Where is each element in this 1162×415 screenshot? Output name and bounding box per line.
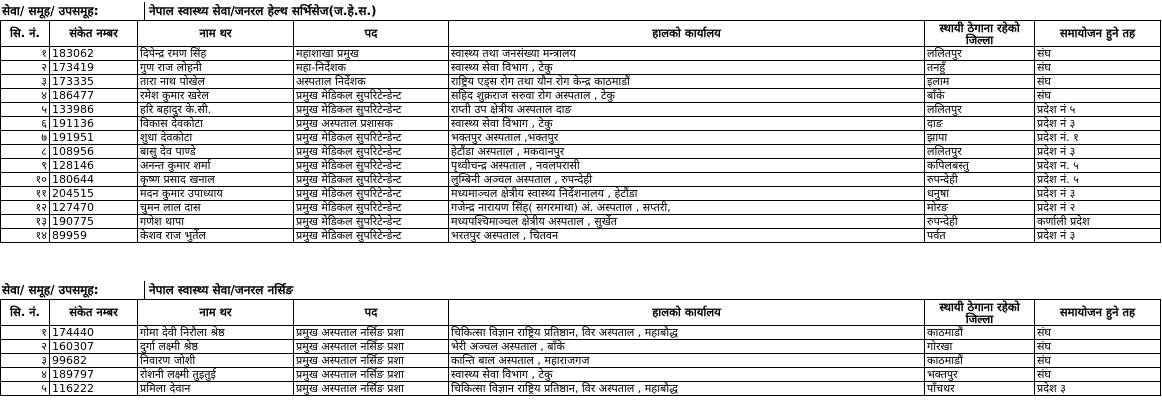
cell-position: प्रमुख अस्पताल नर्सिङ प्रशा bbox=[294, 368, 449, 382]
cell-permanent-district: रुपन्देही bbox=[925, 173, 1035, 187]
cell-permanent-district: झापा bbox=[925, 131, 1035, 145]
cell-serial-number: १२ bbox=[1, 201, 50, 215]
table-row bbox=[1, 47, 1161, 61]
header-permanent-district: स्थायी ठेगाना रहेको जिल्ला bbox=[925, 300, 1035, 326]
table-row bbox=[1, 145, 1161, 159]
section-2-label-row bbox=[0, 281, 1162, 299]
cell-permanent-district: बाँके bbox=[925, 89, 1035, 103]
cell-code-number: 116222 bbox=[50, 382, 138, 396]
cell-name: अनन्त कुमार शर्मा bbox=[138, 159, 294, 173]
cell-current-office: लुम्बिनी अञ्चल अस्पताल , रुपन्देही bbox=[449, 173, 925, 187]
cell-name: निवारण जोशी bbox=[138, 354, 294, 368]
section-1-table bbox=[0, 20, 1161, 243]
cell-name: गोमा देवी निरौला श्रेष्ठ bbox=[138, 326, 294, 340]
cell-code-number: 204515 bbox=[50, 187, 138, 201]
table-row bbox=[1, 382, 1161, 396]
table-row bbox=[1, 61, 1161, 75]
cell-name: प्रमिला देवान bbox=[138, 382, 294, 396]
cell-current-office: मध्यपश्चिमाञ्चल क्षेत्रीय अस्पताल , सुर्खेत bbox=[449, 215, 925, 229]
cell-position: प्रमुख मेडिकल सुपरिटेन्डेन्ट bbox=[294, 145, 449, 159]
cell-position: प्रमुख मेडिकल सुपरिटेन्डेन्ट bbox=[294, 103, 449, 117]
cell-serial-number: १४ bbox=[1, 229, 50, 243]
cell-permanent-district: काठमाडौं bbox=[925, 354, 1035, 368]
cell-serial-number: ५ bbox=[1, 103, 50, 117]
cell-serial-number: १३ bbox=[1, 215, 50, 229]
cell-name: दिपेन्द्र रमण सिंह bbox=[138, 47, 294, 61]
cell-serial-number: ११ bbox=[1, 187, 50, 201]
cell-permanent-district: ललितपुर bbox=[925, 47, 1035, 61]
cell-current-office: स्वास्थ्य सेवा विभाग , टेकु bbox=[449, 368, 925, 382]
table-header-row bbox=[1, 21, 1161, 47]
cell-serial-number: ५ bbox=[1, 382, 50, 396]
cell-position: प्रमुख मेडिकल सुपरिटेन्डेन्ट bbox=[294, 215, 449, 229]
cell-permanent-district: ललितपुर bbox=[925, 145, 1035, 159]
table-row bbox=[1, 201, 1161, 215]
table-row bbox=[1, 89, 1161, 103]
cell-current-office: स्वास्थ्य सेवा विभाग , टेकु bbox=[449, 61, 925, 75]
cell-permanent-district: पर्वत bbox=[925, 229, 1035, 243]
header-current-office: हालको कार्यालय bbox=[449, 21, 925, 47]
cell-code-number: 180644 bbox=[50, 173, 138, 187]
cell-current-office: राष्ट्रिय एड्स रोग तथा यौन रोग केन्द्र काठमाडौं bbox=[449, 75, 925, 89]
cell-adjustment-level: संघ bbox=[1035, 354, 1161, 368]
header-name: नाम थर bbox=[138, 300, 294, 326]
cell-position: प्रमुख मेडिकल सुपरिटेन्डेन्ट bbox=[294, 89, 449, 103]
table-row bbox=[1, 368, 1161, 382]
divider bbox=[144, 281, 145, 299]
cell-permanent-district: तनहुँ bbox=[925, 61, 1035, 75]
cell-serial-number: ३ bbox=[1, 354, 50, 368]
cell-code-number: 128146 bbox=[50, 159, 138, 173]
cell-name: विकास देवकोटा bbox=[138, 117, 294, 131]
cell-adjustment-level: प्रदेश ३ bbox=[1035, 382, 1161, 396]
cell-permanent-district: पाँचथर bbox=[925, 382, 1035, 396]
cell-code-number: 174440 bbox=[50, 326, 138, 340]
cell-serial-number: १ bbox=[1, 47, 50, 61]
section-value: नेपाल स्वास्थ्य सेवा/जनरल हेल्थ सर्भिसेज(ज.हे.स.) bbox=[149, 4, 377, 18]
cell-current-office: राप्ती उप क्षेत्रीय अस्पताल दाङ bbox=[449, 103, 925, 117]
cell-position: प्रमुख अस्पताल नर्सिङ प्रशा bbox=[294, 354, 449, 368]
cell-name: दुर्गा लक्ष्मी श्रेष्ठ bbox=[138, 340, 294, 354]
cell-adjustment-level: प्रदेश नं. ५ bbox=[1035, 173, 1161, 187]
cell-adjustment-level: प्रदेश नं ५ bbox=[1035, 103, 1161, 117]
cell-name: तारा नाथ पोखेल bbox=[138, 75, 294, 89]
header-current-office: हालको कार्यालय bbox=[449, 300, 925, 326]
cell-current-office: भक्तपुर अस्पताल ,भक्तपुर bbox=[449, 131, 925, 145]
cell-code-number: 99682 bbox=[50, 354, 138, 368]
cell-current-office: हेटौंडा अस्पताल , मकवानपुर bbox=[449, 145, 925, 159]
cell-position: प्रमुख अस्पताल प्रशासक bbox=[294, 117, 449, 131]
cell-adjustment-level: संघ bbox=[1035, 326, 1161, 340]
cell-position: प्रमुख मेडिकल सुपरिटेन्डेन्ट bbox=[294, 187, 449, 201]
cell-code-number: 191951 bbox=[50, 131, 138, 145]
cell-serial-number: २ bbox=[1, 61, 50, 75]
cell-permanent-district: ललितपुर bbox=[925, 103, 1035, 117]
header-serial-number: सि. नं. bbox=[1, 21, 50, 47]
cell-position: महाशाखा प्रमुख bbox=[294, 47, 449, 61]
header-serial-number: सि. नं. bbox=[1, 300, 50, 326]
cell-code-number: 173419 bbox=[50, 61, 138, 75]
cell-code-number: 190775 bbox=[50, 215, 138, 229]
cell-serial-number: ८ bbox=[1, 145, 50, 159]
cell-position: प्रमुख मेडिकल सुपरिटेन्डेन्ट bbox=[294, 159, 449, 173]
cell-position: प्रमुख अस्पताल नर्सिङ प्रशा bbox=[294, 382, 449, 396]
cell-name: बासु देव पाण्डे bbox=[138, 145, 294, 159]
table-row bbox=[1, 173, 1161, 187]
cell-permanent-district: कपिलबस्तु bbox=[925, 159, 1035, 173]
cell-serial-number: २ bbox=[1, 340, 50, 354]
cell-current-office: चिकित्सा विज्ञान राष्ट्रिय प्रतिष्ठान, विर अस्पताल , महाबौद्ध bbox=[449, 382, 925, 396]
table-row bbox=[1, 131, 1161, 145]
cell-code-number: 133986 bbox=[50, 103, 138, 117]
cell-position: प्रमुख मेडिकल सुपरिटेन्डेन्ट bbox=[294, 229, 449, 243]
cell-position: महा-निर्देशक bbox=[294, 61, 449, 75]
cell-name: रोशनी लक्ष्मी तुइतुई bbox=[138, 368, 294, 382]
cell-serial-number: १ bbox=[1, 326, 50, 340]
cell-adjustment-level: प्रदेश नं. १ bbox=[1035, 131, 1161, 145]
cell-current-office: स्वास्थ्य सेवा विभाग , टेकु bbox=[449, 117, 925, 131]
cell-serial-number: ३ bbox=[1, 75, 50, 89]
cell-adjustment-level: संघ bbox=[1035, 89, 1161, 103]
cell-adjustment-level: कर्णाली प्रदेश bbox=[1035, 215, 1161, 229]
header-code-number: संकेत नम्बर bbox=[50, 300, 138, 326]
cell-permanent-district: भक्तपुर bbox=[925, 368, 1035, 382]
cell-adjustment-level: संघ bbox=[1035, 61, 1161, 75]
cell-permanent-district: गोरखा bbox=[925, 340, 1035, 354]
table-row bbox=[1, 215, 1161, 229]
cell-current-office: भेरी अञ्चल अस्पताल , बाँके bbox=[449, 340, 925, 354]
cell-name: केशव राज भुर्तेल bbox=[138, 229, 294, 243]
cell-permanent-district: धनुषा bbox=[925, 187, 1035, 201]
cell-position: प्रमुख अस्पताल नर्सिङ प्रशा bbox=[294, 326, 449, 340]
cell-serial-number: ६ bbox=[1, 117, 50, 131]
cell-adjustment-level: प्रदेश नं ३ bbox=[1035, 187, 1161, 201]
cell-adjustment-level: प्रदेश नं ३ bbox=[1035, 117, 1161, 131]
cell-serial-number: १० bbox=[1, 173, 50, 187]
cell-position: प्रमुख मेडिकल सुपरिटेन्डेन्ट bbox=[294, 131, 449, 145]
cell-name: चुमन लाल दास bbox=[138, 201, 294, 215]
cell-current-office: चिकित्सा विज्ञान राष्ट्रिय प्रतिष्ठान, विर अस्पताल , महाबौद्ध bbox=[449, 326, 925, 340]
header-position: पद bbox=[294, 300, 449, 326]
table-row bbox=[1, 103, 1161, 117]
cell-name: गुण राज लोहनी bbox=[138, 61, 294, 75]
table-row bbox=[1, 354, 1161, 368]
header-adjustment-level: समायोजन हुने तह bbox=[1035, 300, 1161, 326]
table-row bbox=[1, 75, 1161, 89]
table-header-row bbox=[1, 300, 1161, 326]
section-2-table bbox=[0, 299, 1161, 396]
header-position: पद bbox=[294, 21, 449, 47]
cell-position: प्रमुख अस्पताल नर्सिङ प्रशा bbox=[294, 340, 449, 354]
cell-current-office: पृथ्वीचन्द्र अस्पताल , नवलपरासी bbox=[449, 159, 925, 173]
cell-serial-number: ९ bbox=[1, 159, 50, 173]
cell-name: मदन कुमार उपाध्याय bbox=[138, 187, 294, 201]
section-value: नेपाल स्वास्थ्य सेवा/जनरल नर्सिङ bbox=[149, 283, 294, 297]
header-code-number: संकेत नम्बर bbox=[50, 21, 138, 47]
cell-code-number: 108956 bbox=[50, 145, 138, 159]
cell-serial-number: ४ bbox=[1, 368, 50, 382]
table-row bbox=[1, 229, 1161, 243]
cell-permanent-district: काठमाडौं bbox=[925, 326, 1035, 340]
cell-position: अस्पताल निर्देशक bbox=[294, 75, 449, 89]
cell-code-number: 183062 bbox=[50, 47, 138, 61]
cell-code-number: 127470 bbox=[50, 201, 138, 215]
cell-adjustment-level: प्रदेश नं ३ bbox=[1035, 145, 1161, 159]
divider bbox=[144, 2, 145, 20]
cell-current-office: मध्यमाञ्चल क्षेत्रीय स्वास्थ्य निर्देशनालय , हेटौंडा bbox=[449, 187, 925, 201]
cell-name: शुधा देवकोटा bbox=[138, 131, 294, 145]
table-row bbox=[1, 117, 1161, 131]
section-label: सेवा/ समूह/ उपसमूह: bbox=[2, 283, 99, 297]
cell-code-number: 160307 bbox=[50, 340, 138, 354]
cell-permanent-district: दाङ bbox=[925, 117, 1035, 131]
cell-serial-number: ७ bbox=[1, 131, 50, 145]
cell-current-office: सहिद शुक्रराज सरुवा रोग अस्पताल , टेकु bbox=[449, 89, 925, 103]
table-row bbox=[1, 159, 1161, 173]
cell-serial-number: ४ bbox=[1, 89, 50, 103]
cell-code-number: 89959 bbox=[50, 229, 138, 243]
cell-adjustment-level: संघ bbox=[1035, 47, 1161, 61]
cell-adjustment-level: संघ bbox=[1035, 340, 1161, 354]
cell-adjustment-level: प्रदेश न. ५ bbox=[1035, 159, 1161, 173]
table-row bbox=[1, 326, 1161, 340]
cell-adjustment-level: संघ bbox=[1035, 368, 1161, 382]
header-permanent-district: स्थायी ठेगाना रहेको जिल्ला bbox=[925, 21, 1035, 47]
cell-name: हरि बहादुर के.सी. bbox=[138, 103, 294, 117]
cell-current-office: गजेन्द्र नारायण सिंह( सगरमाथा) अं. अस्पताल , सप्तरी, bbox=[449, 201, 925, 215]
cell-position: प्रमुख मेडिकल सुपरिटेन्डेन्ट bbox=[294, 201, 449, 215]
cell-adjustment-level: प्रदेश नं ३ bbox=[1035, 229, 1161, 243]
cell-current-office: भरतपुर अस्पताल , चितवन bbox=[449, 229, 925, 243]
cell-adjustment-level: संघ bbox=[1035, 75, 1161, 89]
header-adjustment-level: समायोजन हुने तह bbox=[1035, 21, 1161, 47]
cell-current-office: स्वास्थ्य तथा जनसंख्या मन्त्रालय bbox=[449, 47, 925, 61]
cell-name: गणेश थापा bbox=[138, 215, 294, 229]
cell-code-number: 186477 bbox=[50, 89, 138, 103]
cell-code-number: 191136 bbox=[50, 117, 138, 131]
table-row bbox=[1, 187, 1161, 201]
cell-name: रमेश कुमार खरेल bbox=[138, 89, 294, 103]
cell-code-number: 189797 bbox=[50, 368, 138, 382]
header-name: नाम थर bbox=[138, 21, 294, 47]
cell-code-number: 173335 bbox=[50, 75, 138, 89]
section-label: सेवा/ समूह/ उपसमूह: bbox=[2, 4, 99, 18]
cell-adjustment-level: प्रदेश नं २ bbox=[1035, 201, 1161, 215]
cell-permanent-district: इलाम bbox=[925, 75, 1035, 89]
section-1-label-row bbox=[0, 2, 1162, 20]
cell-permanent-district: मोरङ bbox=[925, 201, 1035, 215]
cell-permanent-district: रुपन्देही bbox=[925, 215, 1035, 229]
table-row bbox=[1, 340, 1161, 354]
cell-current-office: कान्ति बाल अस्पताल , महाराजगज bbox=[449, 354, 925, 368]
cell-name: कृष्ण प्रसाद खनाल bbox=[138, 173, 294, 187]
cell-position: प्रमुख मेडिकल सुपरिटेन्डेन्ट bbox=[294, 173, 449, 187]
